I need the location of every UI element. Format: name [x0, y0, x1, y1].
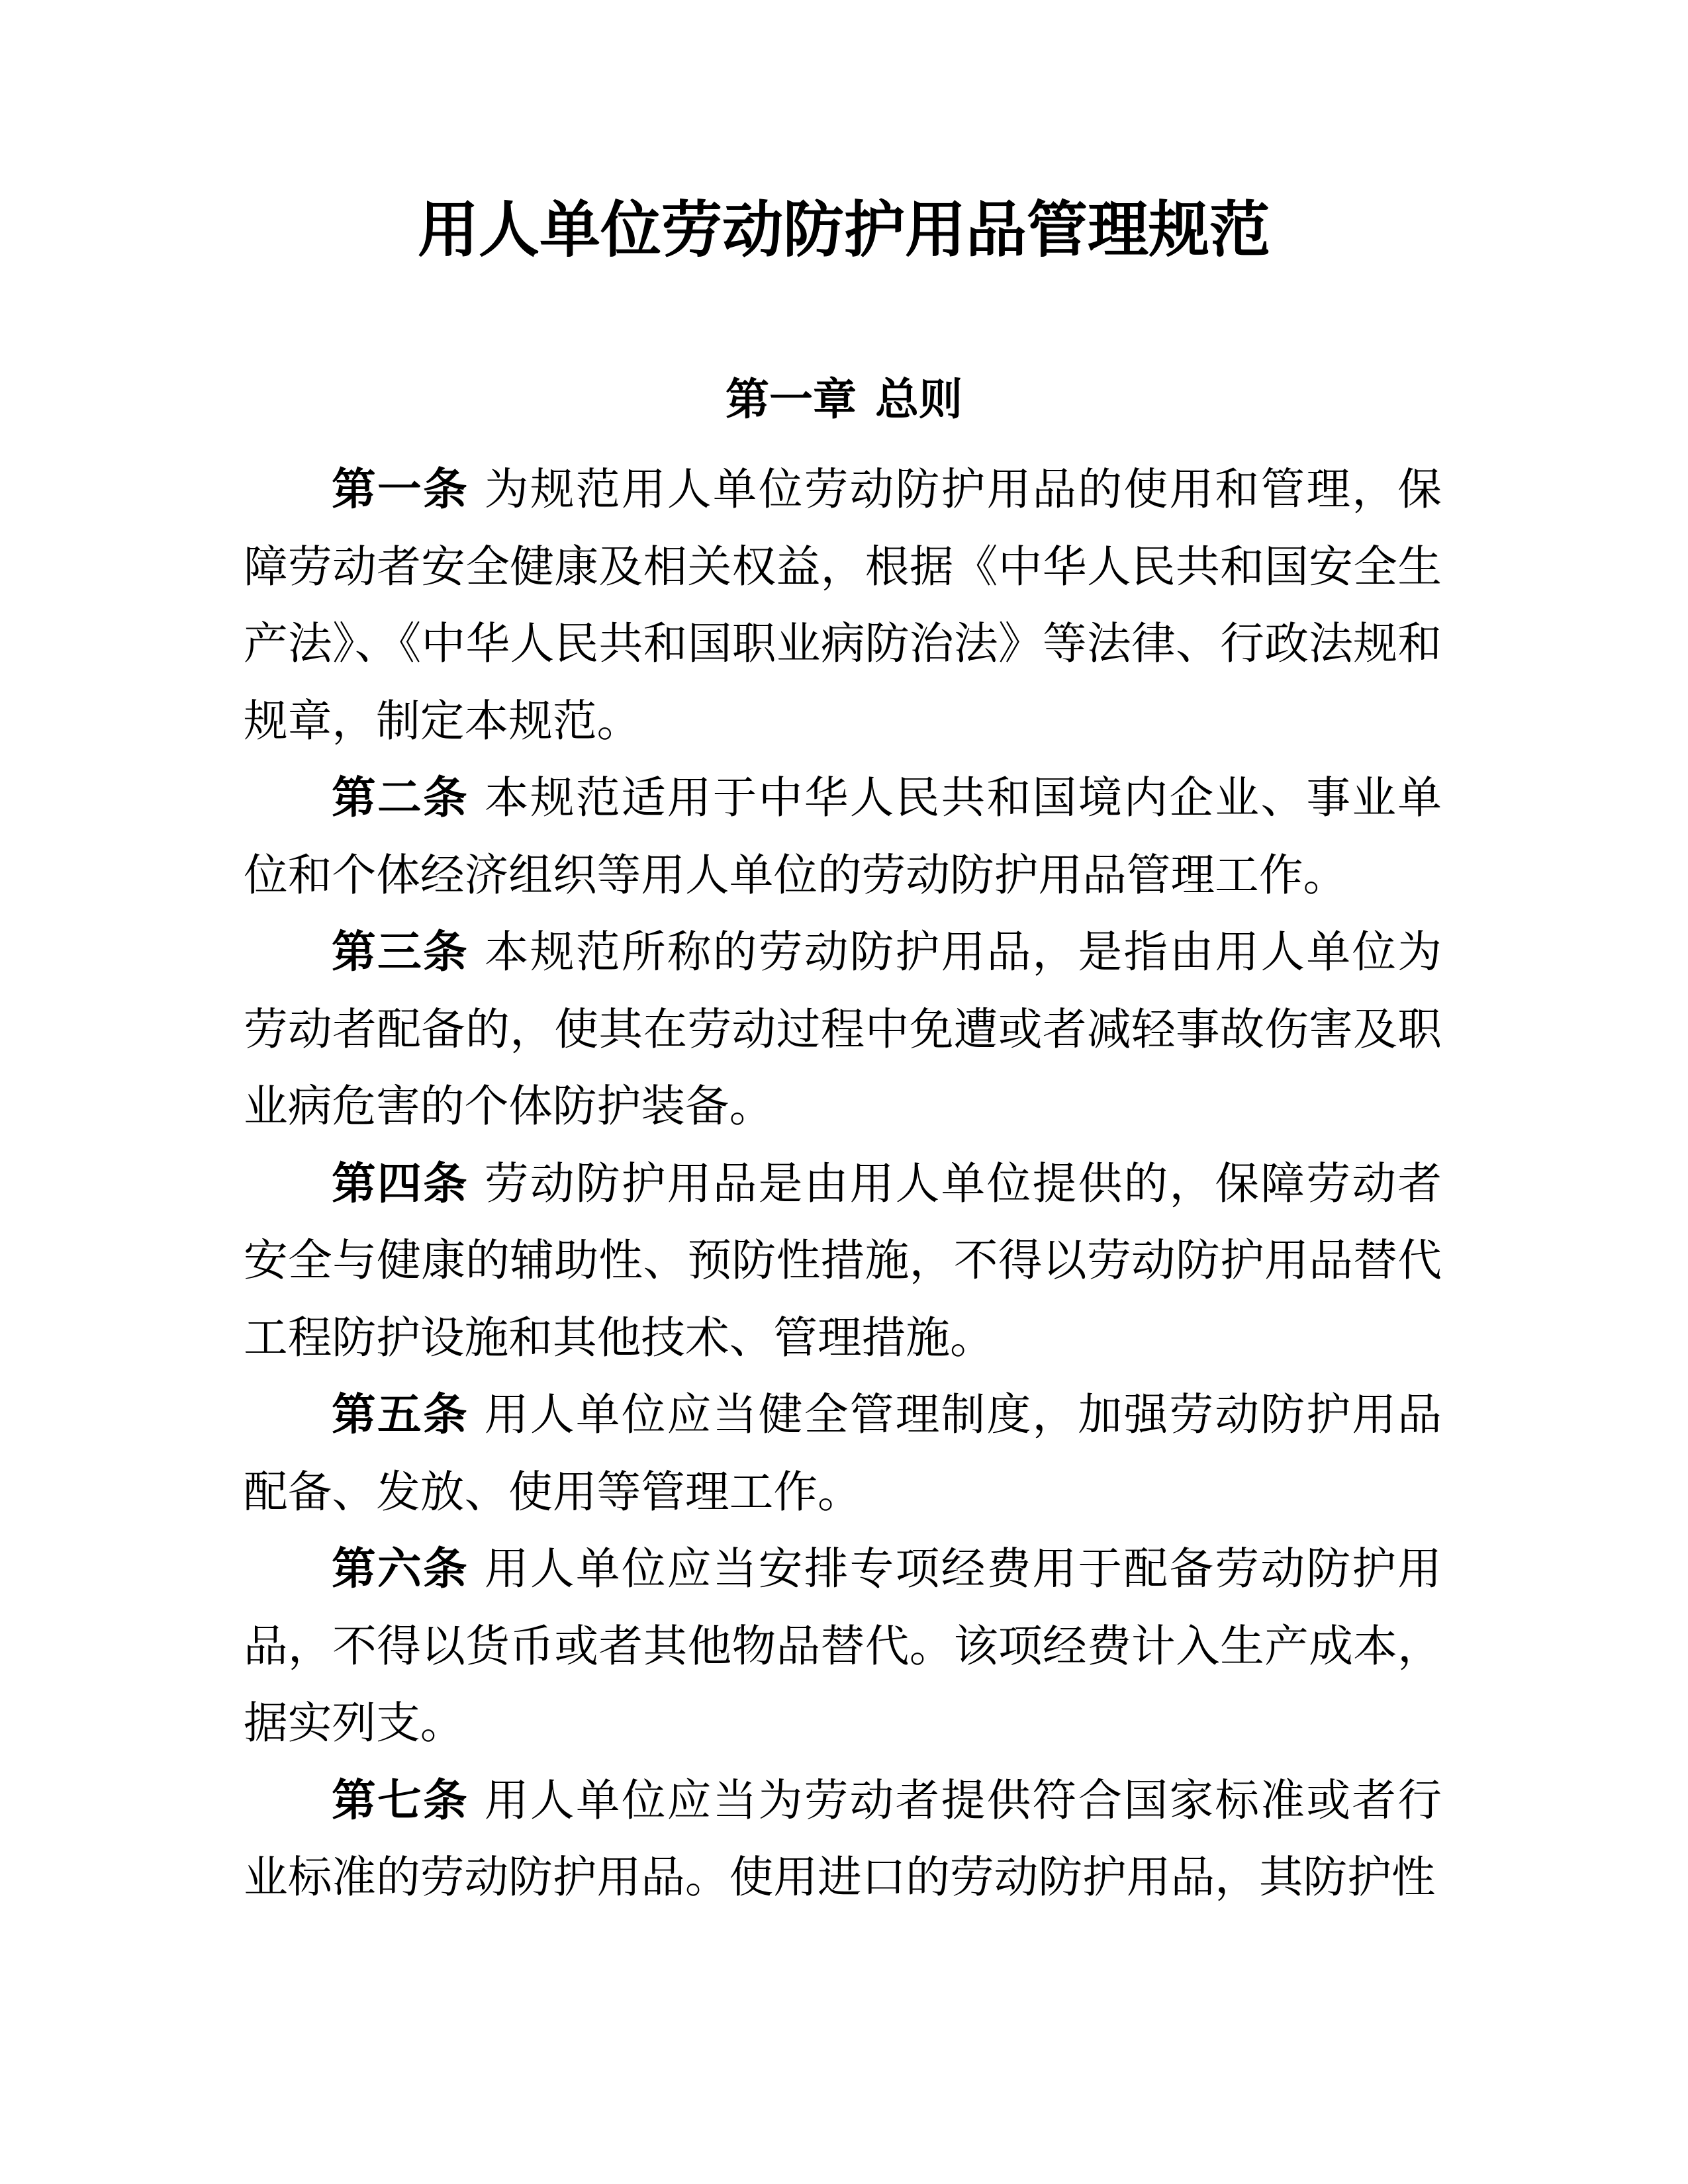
document-title: 用人单位劳动防护用品管理规范: [417, 197, 1270, 264]
article-number: 第四条: [332, 1160, 469, 1208]
article-paragraph: [244, 1531, 1442, 1763]
article-text: 用人单位应当安排专项经费用于配备劳动防护用品，不得以货币或者其他物品替代。该项经费计入生产成本，据实列支。: [244, 1545, 1442, 1748]
article-text: 本规范所称的劳动防护用品，是指由用人单位为劳动者配备的，使其在劳动过程中免遭或者减轻事故伤害及职业病危害的个体防护装备。: [244, 929, 1442, 1131]
article-number: 第二条: [332, 774, 469, 823]
chapter-number: 第一章: [726, 375, 857, 424]
article-number: 第五条: [332, 1391, 469, 1439]
chapter-heading: [0, 361, 1688, 437]
article-number: 第三条: [332, 929, 469, 977]
article-paragraph: [244, 452, 1442, 760]
article-number: 第七条: [332, 1776, 469, 1825]
chapter-name: 总则: [875, 375, 962, 424]
article-paragraph: [244, 1763, 1442, 1917]
document-body: [244, 452, 1442, 1917]
article-text: 用人单位应当健全管理制度，加强劳动防护用品配备、发放、使用等管理工作。: [244, 1391, 1442, 1517]
article-text: 劳动防护用品是由用人单位提供的，保障劳动者安全与健康的辅助性、预防性措施，不得以劳动防护用品替代工程防护设施和其他技术、管理措施。: [244, 1160, 1442, 1363]
article-paragraph: [244, 1146, 1442, 1378]
article-number: 第一条: [332, 466, 469, 514]
article-text: 为规范用人单位劳动防护用品的使用和管理，保障劳动者安全健康及相关权益，根据《中华人民共和国安全生产法》、《中华人民共和国职业病防治法》等法律、行政法规和规章，制定本规范。: [244, 466, 1442, 746]
article-text: 本规范适用于中华人民共和国境内企业、事业单位和个体经济组织等用人单位的劳动防护用品管理工作。: [244, 774, 1442, 900]
article-paragraph: [244, 1377, 1442, 1531]
article-number: 第六条: [332, 1545, 469, 1594]
article-text: 用人单位应当为劳动者提供符合国家标准或者行业标准的劳动防护用品。使用进口的劳动防护用品，其防护性: [244, 1776, 1442, 1902]
article-paragraph: [244, 760, 1442, 915]
article-paragraph: [244, 915, 1442, 1146]
